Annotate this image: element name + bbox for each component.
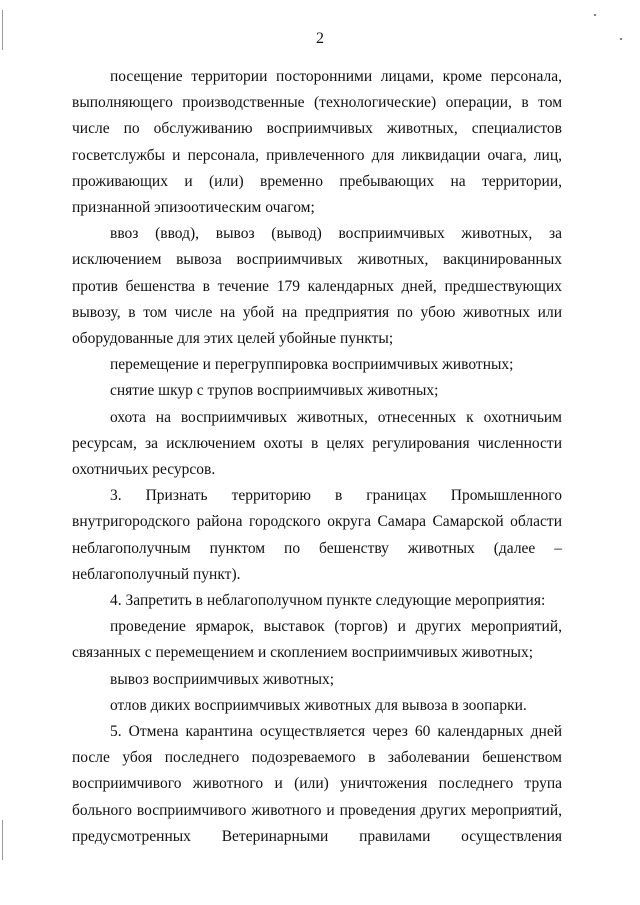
document-body (72, 64, 562, 850)
scan-edge-mark-top (2, 10, 3, 50)
paragraph-prohibition-export: вывоз восприимчивых животных; (110, 670, 335, 688)
paragraph-restriction-skinning: снятие шкур с трупов восприимчивых животных; (110, 382, 439, 400)
paragraph-prohibition-fairs: проведение ярмарок, выставок (торгов) и других мероприятий, связанных с перемещением и скоплением восприимчивых животных; (72, 618, 562, 662)
paragraph-restriction-import-export: ввоз (ввод), вывоз (вывод) восприимчивых животных, за исключением вывоза восприимчивых животных, вакцинированных против бешенства в течение 179 календарных дней, предшествующих вывозу, в том числе на убой на предприятия по убою животных или оборудованные для этих целей убойные пункты; (72, 225, 562, 348)
scan-speck (620, 38, 622, 40)
paragraph-prohibition-capture: отлов диких восприимчивых животных для вывоза в зоопарки. (110, 696, 527, 714)
paragraph-item-5: 5. Отмена карантина осуществляется через 60 календарных дней после убоя последнего подозреваемого в заболевании бешенством восприимчивого животного и (или) уничтожения последнего трупа больного восприимчивого животного и проведения других мероприятий, предусмотренных Ветеринарными правилами осуществления (72, 723, 562, 845)
paragraph-restriction-access: посещение территории посторонними лицами, кроме персонала, выполняющего производственные (технологические) операции, в том числе по обслуживанию восприимчивых животных, специалистов госветслужбы и персонала, привлеченного для ликвидации очага, лиц, проживающих и (или) временно пребывающих на территории, признанной эпизоотическим очагом; (72, 68, 562, 217)
paragraph-restriction-hunting: охота на восприимчивых животных, отнесенных к охотничьим ресурсам, за исключением охоты в целях регулирования численности охотничьих ресурсов. (72, 408, 562, 479)
page-number: 2 (316, 30, 324, 47)
paragraph-item-3: 3. Признать территорию в границах Промышленного внутригородского района городского округа Самара Самарской области неблагополучным пунктом по бешенству животных (далее – неблагополучный пункт). (72, 487, 562, 583)
paragraph-restriction-movement: перемещение и перегруппировка восприимчивых животных; (110, 356, 514, 374)
paragraph-item-4: 4. Запретить в неблагополучном пункте следующие мероприятия: (110, 592, 546, 610)
scan-speck (594, 14, 596, 16)
scan-edge-mark-bottom (2, 820, 3, 860)
